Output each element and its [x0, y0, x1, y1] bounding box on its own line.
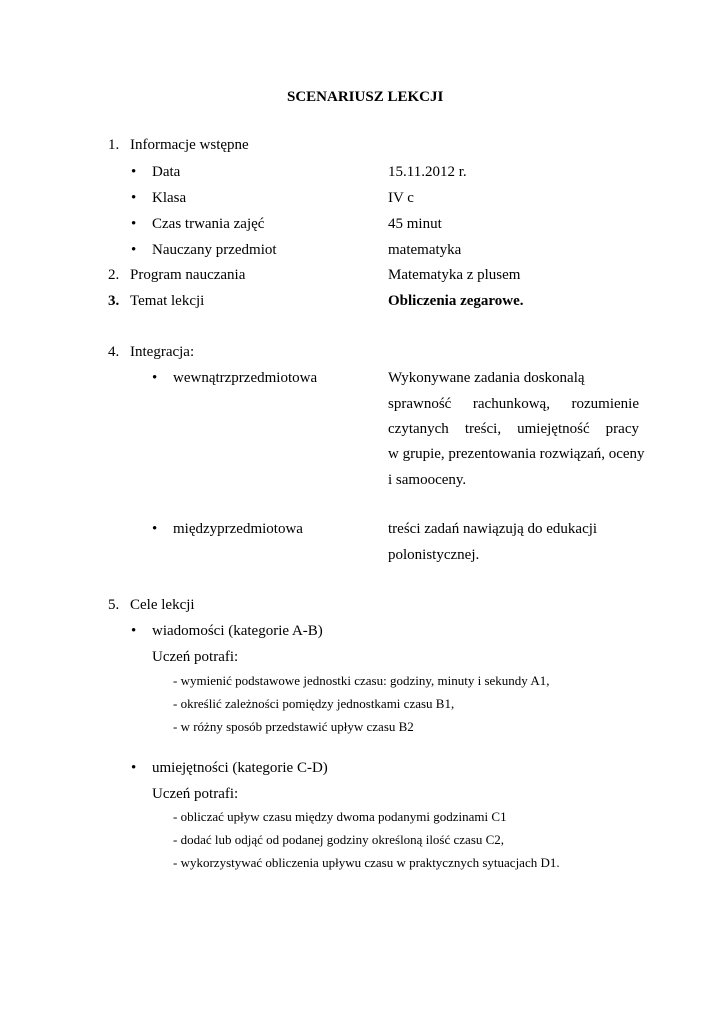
- goals-skills-item: - dodać lub odjąć od podanej godziny określoną ilość czasu C2,: [173, 832, 505, 847]
- bullet-icon: •: [131, 190, 137, 206]
- goals-skills-label: umiejętności (kategorie C-D): [152, 760, 328, 776]
- bullet-icon: •: [131, 242, 137, 258]
- lesson-topic: Obliczenia zegarowe.: [388, 293, 524, 309]
- section-3-label: Temat lekcji: [130, 293, 205, 309]
- section-2-value: Matematyka z plusem: [388, 267, 521, 283]
- goals-skills-item: - obliczać upływ czasu między dwoma podanymi godzinami C1: [173, 809, 507, 824]
- info-label-subject: Nauczany przedmiot: [152, 242, 277, 258]
- goals-skills-intro: Uczeń potrafi:: [152, 786, 239, 802]
- bullet-icon: •: [131, 164, 137, 180]
- bullet-icon: •: [152, 521, 158, 537]
- section-4-number: 4.: [108, 344, 120, 360]
- integration-outer-line: polonistycznej.: [388, 547, 480, 563]
- info-label-duration: Czas trwania zajęć: [152, 216, 265, 232]
- word: rachunkową,: [472, 396, 550, 412]
- integration-inner-line: i samooceny.: [388, 472, 467, 488]
- integration-inner-line: Wykonywane zadania doskonalą: [388, 370, 585, 386]
- section-4-heading: Integracja:: [130, 344, 195, 360]
- info-label-date: Data: [152, 164, 181, 180]
- section-5-heading: Cele lekcji: [130, 597, 195, 613]
- section-1-heading: Informacje wstępne: [130, 137, 249, 153]
- info-value-class: IV c: [388, 190, 414, 206]
- goals-skills-item: - wykorzystywać obliczenia upływu czasu w praktycznych sytuacjach D1.: [173, 855, 560, 870]
- integration-outer-label: międzyprzedmiotowa: [173, 521, 303, 537]
- bullet-icon: •: [131, 216, 137, 232]
- goals-knowledge-item: - w różny sposób przedstawić upływ czasu B2: [173, 719, 414, 734]
- section-5-number: 5.: [108, 597, 120, 613]
- info-value-subject: matematyka: [388, 242, 462, 258]
- word: treści,: [464, 421, 502, 437]
- goals-knowledge-label: wiadomości (kategorie A-B): [152, 623, 323, 639]
- bullet-icon: •: [131, 760, 137, 776]
- integration-inner-line: [388, 420, 639, 438]
- section-2-number: 2.: [108, 267, 120, 283]
- info-label-class: Klasa: [152, 190, 187, 206]
- integration-inner-label: wewnątrzprzedmiotowa: [173, 370, 318, 386]
- integration-outer-line: treści zadań nawiązują do edukacji: [388, 521, 598, 537]
- bullet-icon: •: [131, 623, 137, 639]
- goals-knowledge-item: - określić zależności pomiędzy jednostkami czasu B1,: [173, 696, 455, 711]
- word: sprawność: [388, 396, 452, 412]
- info-value-duration: 45 minut: [388, 216, 442, 232]
- word: rozumienie: [571, 396, 639, 412]
- bullet-icon: •: [152, 370, 158, 386]
- goals-knowledge-intro: Uczeń potrafi:: [152, 649, 239, 665]
- section-1-number: 1.: [108, 137, 120, 153]
- document-title: SCENARIUSZ LEKCJI: [287, 89, 444, 105]
- word: pracy: [605, 421, 639, 437]
- integration-inner-line: [388, 395, 639, 413]
- section-3-number: 3.: [108, 293, 120, 309]
- section-2-label: Program nauczania: [130, 267, 246, 283]
- word: czytanych: [388, 421, 449, 437]
- info-value-date: 15.11.2012 r.: [388, 164, 467, 180]
- integration-inner-line: w grupie, prezentowania rozwiązań, oceny: [388, 446, 645, 462]
- goals-knowledge-item: - wymienić podstawowe jednostki czasu: godziny, minuty i sekundy A1,: [173, 673, 550, 688]
- word: umiejętność: [517, 421, 590, 437]
